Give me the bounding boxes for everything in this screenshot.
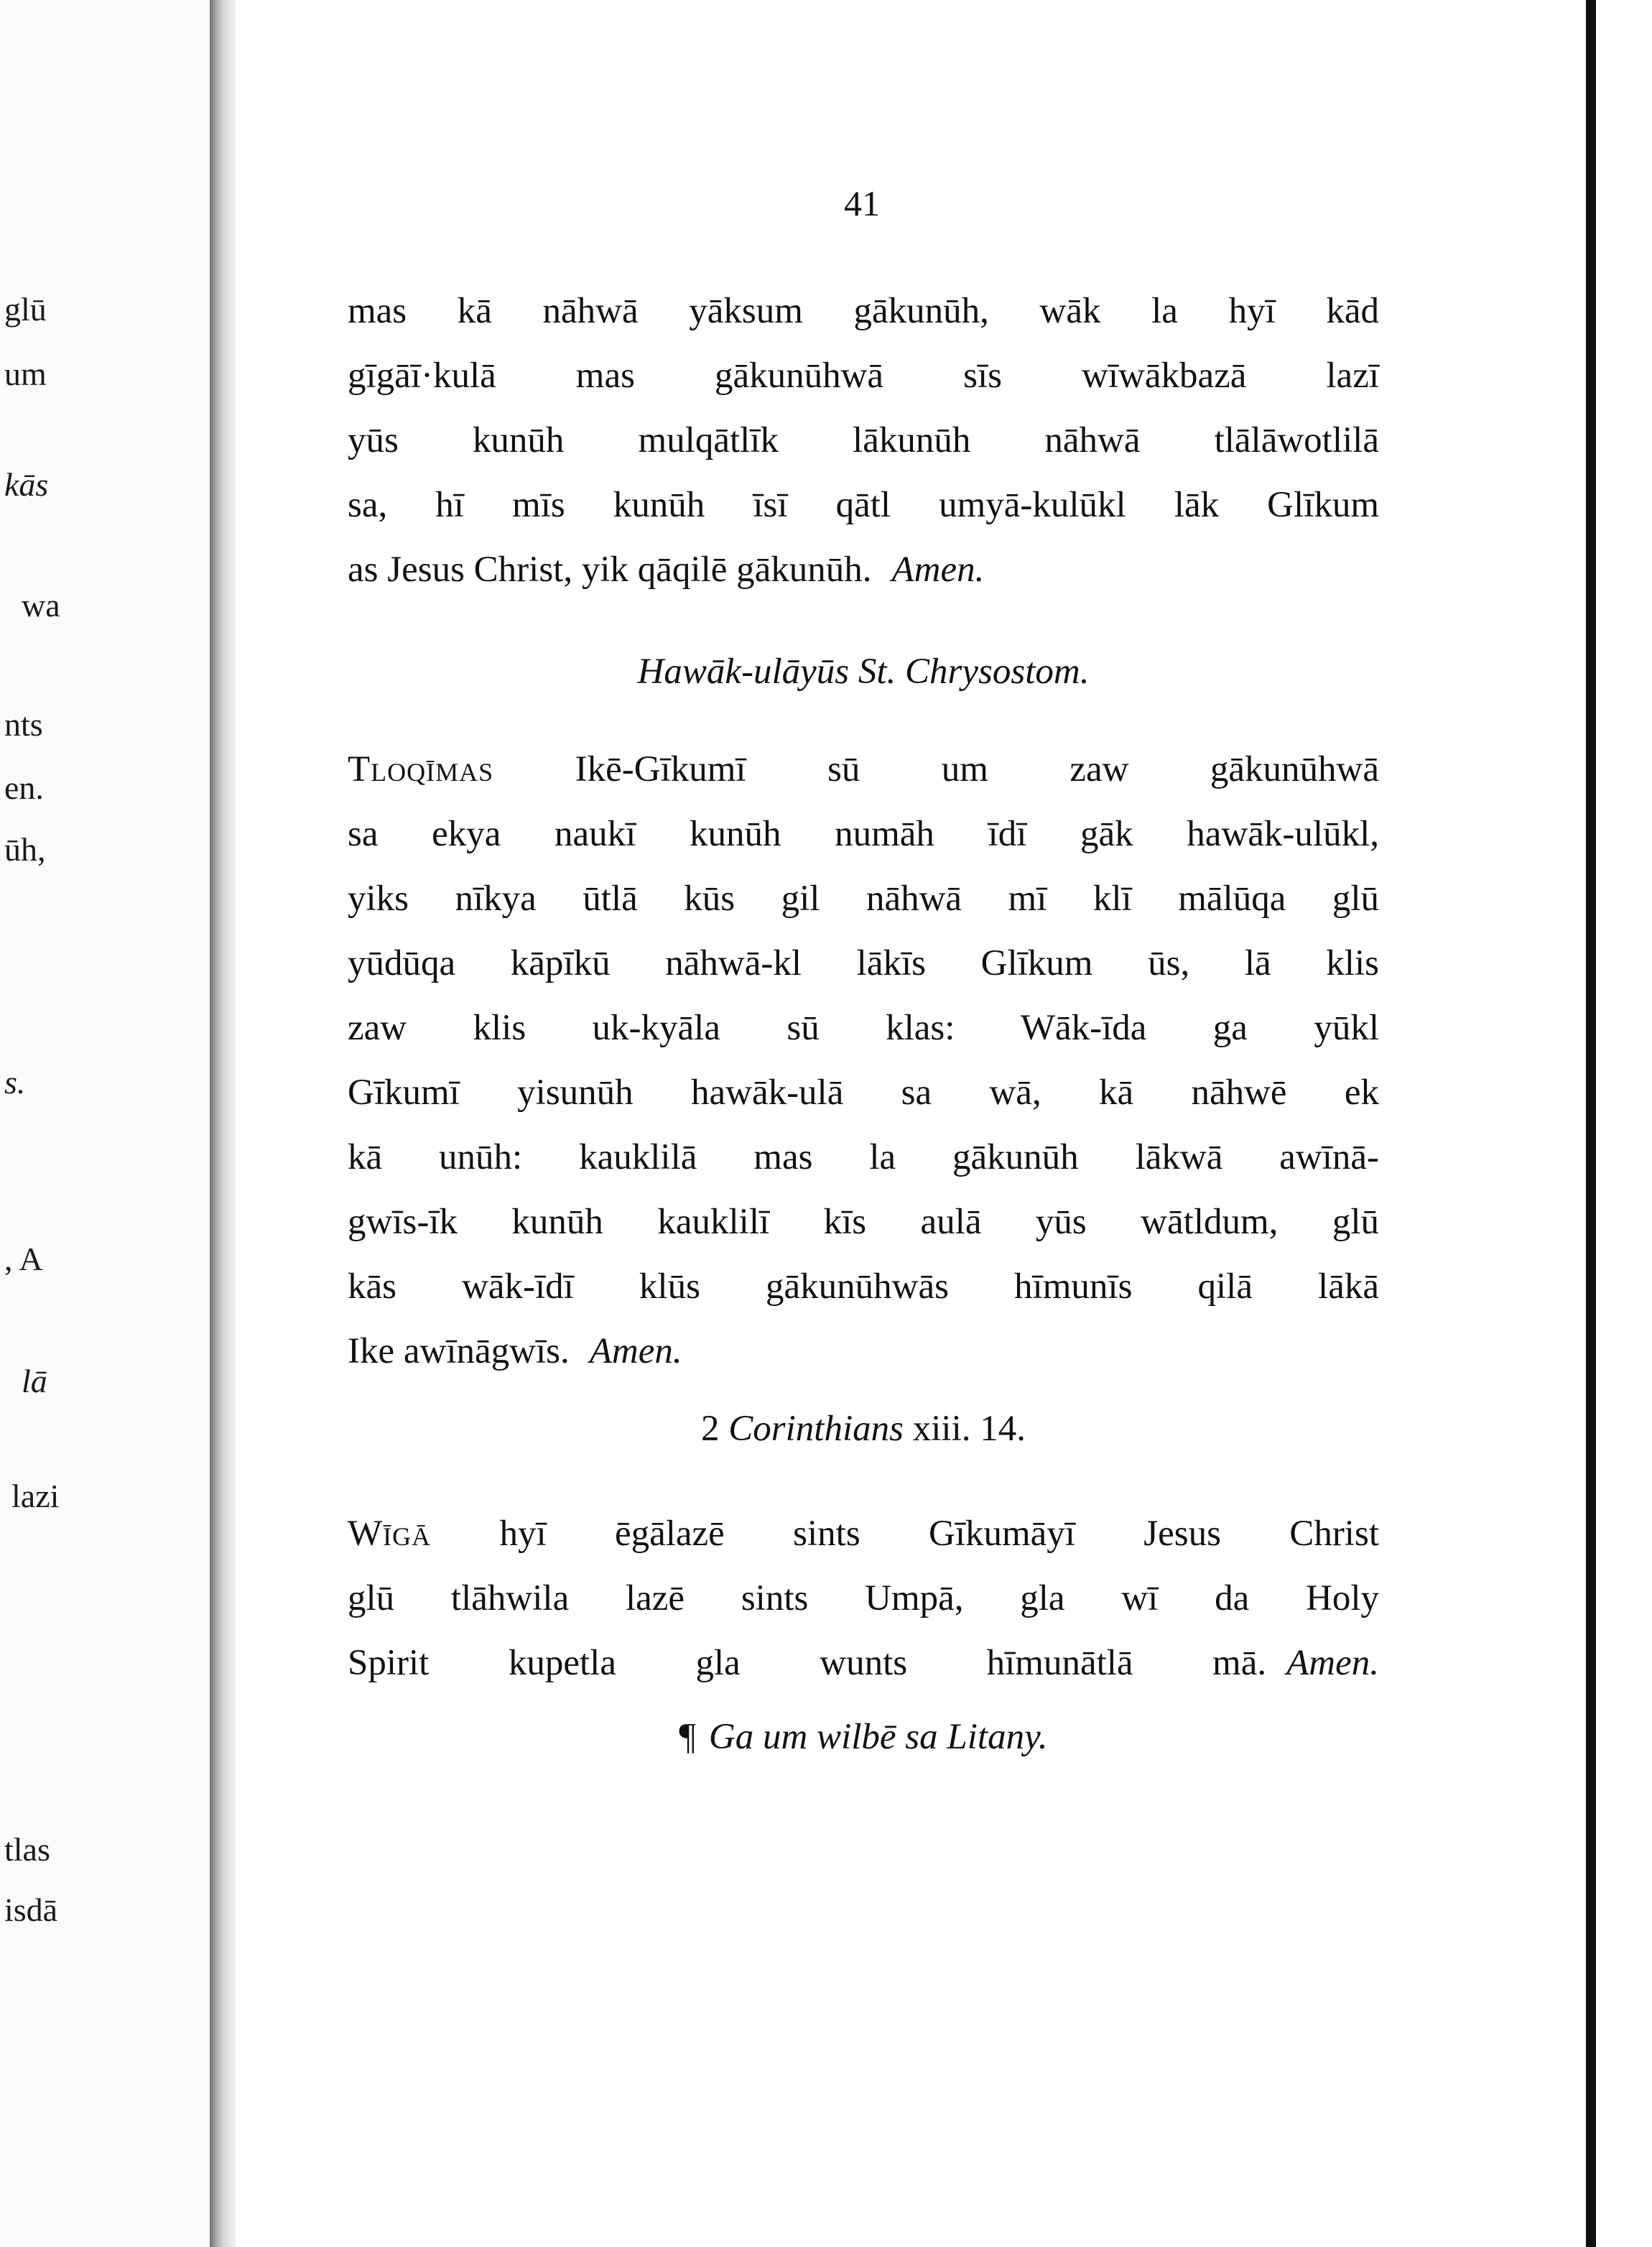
rubric-text: Ga um wilbē sa Litany. <box>708 1717 1048 1757</box>
text-line-content: Ikē-Gīkumī sū um zaw gākunūhwā <box>575 749 1379 789</box>
page-edge-rule <box>1586 0 1596 2247</box>
facing-page-fragment: s. <box>4 1064 26 1101</box>
text-line <box>348 1319 1379 1384</box>
reference-chapter-verse: xiii. 14. <box>912 1409 1026 1449</box>
text-line <box>348 737 1379 802</box>
facing-page-fragment: lazi <box>11 1478 60 1514</box>
text-line-content: hyī ēgālazē sints Gīkumāyī Jesus Christ <box>499 1514 1379 1554</box>
facing-page-fragment: , A <box>4 1241 43 1277</box>
facing-page-fragment: en. <box>4 769 44 806</box>
text-line: zaw klis uk-kyāla sū klas: Wāk-īda ga yūkl <box>348 1008 1379 1048</box>
facing-page-fragment: um <box>4 356 47 392</box>
book-gutter <box>210 0 236 2247</box>
text-line: kās wāk-īdī klūs gākunūhwās hīmunīs qilā lākā <box>348 1266 1379 1307</box>
facing-page-edge <box>0 0 215 2247</box>
text-line-content: as Jesus Christ, yik qāqilē gākunūh. <box>348 550 872 590</box>
pilcrow-icon: ¶ <box>679 1716 696 1757</box>
facing-page-fragment: isdā <box>4 1891 58 1928</box>
text-line: sa, hī mīs kunūh īsī qātl umyā-kulūkl lāk Glīkum <box>348 485 1379 525</box>
amen: Amen. <box>589 1331 682 1371</box>
page-number: 41 <box>844 183 880 223</box>
amen: Amen. <box>1286 1643 1379 1683</box>
prayer-heading: Hawāk-ulāyūs St. Chrysostom. <box>637 652 1090 692</box>
grace-prayer <box>348 1501 1379 1695</box>
rubric <box>348 1715 1379 1758</box>
chrysostom-prayer <box>348 737 1379 1384</box>
reference-book: Corinthians <box>728 1409 904 1449</box>
text-line: yūdūqa kāpīkū nāhwā-kl lākīs Glīkum ūs, lā klis <box>348 943 1379 983</box>
collect-continuation <box>348 279 1379 602</box>
facing-page-fragment: lā <box>22 1363 47 1399</box>
text-line-content: Ike awīnāgwīs. <box>348 1331 570 1371</box>
text-line: gwīs-īk kunūh kauklilī kīs aulā yūs wātldum, glū <box>348 1202 1379 1242</box>
text-line: sa ekya naukī kunūh numāh īdī gāk hawāk-ulūkl, <box>348 814 1379 854</box>
text-line: mas kā nāhwā yāksum gākunūh, wāk la hyī kād <box>348 291 1379 331</box>
text-line: Gīkumī yisunūh hawāk-ulā sa wā, kā nāhwē ek <box>348 1072 1379 1113</box>
initial-word: Wīgā <box>348 1514 432 1554</box>
text-line: gīgāī·kulā mas gākunūhwā sīs wīwākbazā lazī <box>348 356 1379 396</box>
text-line-content: Spirit kupetla gla wunts hīmunātlā mā. <box>348 1643 1267 1683</box>
facing-page-fragment: kās <box>4 466 49 503</box>
scripture-reference <box>348 1408 1379 1450</box>
reference-number: 2 <box>701 1409 720 1449</box>
amen: Amen. <box>891 550 985 590</box>
facing-page-fragment: ūh, <box>4 831 46 868</box>
text-line: kā unūh: kauklilā mas la gākunūh lākwā awīnā- <box>348 1137 1379 1177</box>
facing-page-fragment: glū <box>4 291 47 328</box>
facing-page-fragment: wa <box>22 587 60 624</box>
facing-page-fragment: nts <box>4 706 43 743</box>
text-line: yūs kunūh mulqātlīk lākunūh nāhwā tlālāwotlilā <box>348 420 1379 460</box>
text-line: glū tlāhwila lazē sints Umpā, gla wī da Holy <box>348 1578 1379 1618</box>
text-line <box>348 537 1379 602</box>
text-line <box>348 1631 1379 1695</box>
facing-page-fragment: tlas <box>4 1831 50 1868</box>
text-line <box>348 1501 1379 1566</box>
initial-word: Tloqīmas <box>348 749 494 789</box>
text-line: yiks nīkya ūtlā kūs gil nāhwā mī klī mālūqa glū <box>348 879 1379 919</box>
